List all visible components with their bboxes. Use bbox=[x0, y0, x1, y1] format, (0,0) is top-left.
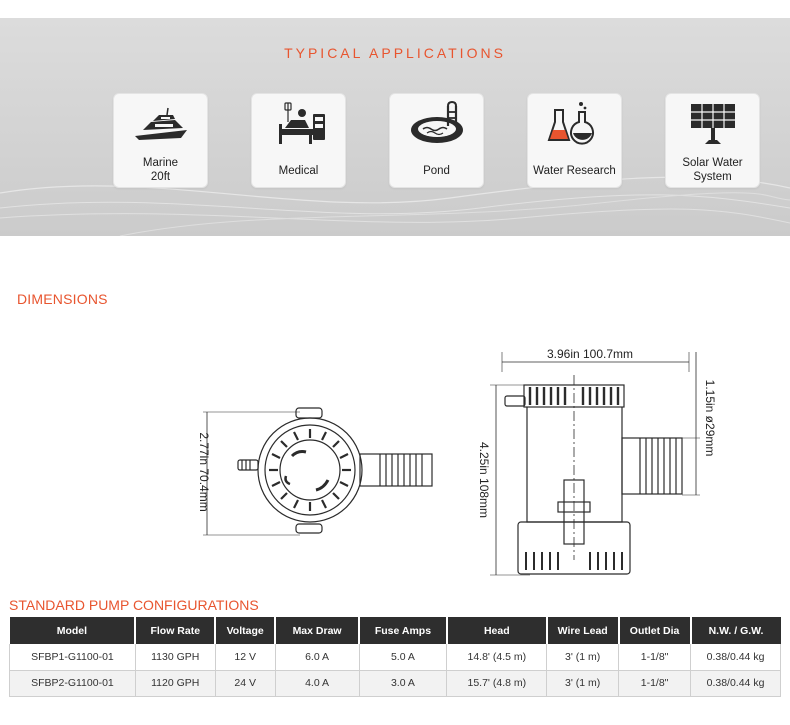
hospital-bed-icon bbox=[269, 100, 329, 150]
col-header-max-draw: Max Draw bbox=[275, 617, 359, 644]
cell-outlet-dia: 1-1/8" bbox=[619, 670, 691, 696]
table-row bbox=[10, 670, 781, 696]
col-header-outlet-dia: Outlet Dia bbox=[619, 617, 691, 644]
app-label-pond: Pond bbox=[423, 165, 450, 177]
col-header-model: Model bbox=[10, 617, 136, 644]
app-card-medical bbox=[251, 93, 346, 188]
cell-head: 15.7' (4.8 m) bbox=[447, 670, 547, 696]
pump-configurations-table bbox=[9, 617, 781, 697]
solar-panel-icon bbox=[683, 100, 743, 150]
app-label-marine: Marine 20ft bbox=[142, 157, 179, 183]
table-row bbox=[10, 644, 781, 670]
cell-weight: 0.38/0.44 kg bbox=[691, 670, 781, 696]
cell-voltage: 12 V bbox=[215, 644, 275, 670]
dimensions-title: DIMENSIONS bbox=[17, 291, 108, 307]
cell-max-draw: 6.0 A bbox=[275, 644, 359, 670]
applications-title: TYPICAL APPLICATIONS bbox=[284, 45, 506, 61]
app-card-water-research bbox=[527, 93, 622, 188]
col-header-wire-lead: Wire Lead bbox=[547, 617, 619, 644]
lab-flask-icon bbox=[545, 100, 605, 150]
yacht-icon bbox=[131, 100, 191, 150]
cell-model: SFBP2-G1100-01 bbox=[10, 670, 136, 696]
col-header-voltage: Voltage bbox=[215, 617, 275, 644]
cell-flow-rate: 1120 GPH bbox=[135, 670, 215, 696]
col-header-weight: N.W. / G.W. bbox=[691, 617, 781, 644]
cell-outlet-dia: 1-1/8" bbox=[619, 644, 691, 670]
pump-side-view bbox=[490, 352, 700, 575]
cell-wire-lead: 3' (1 m) bbox=[547, 670, 619, 696]
cell-head: 14.8' (4.5 m) bbox=[447, 644, 547, 670]
app-label-water-research: Water Research bbox=[533, 165, 616, 177]
cell-fuse-amps: 3.0 A bbox=[359, 670, 447, 696]
table-header-row bbox=[10, 617, 781, 644]
side-view-width-label: 3.96in 100.7mm bbox=[546, 347, 634, 361]
cell-max-draw: 4.0 A bbox=[275, 670, 359, 696]
cell-fuse-amps: 5.0 A bbox=[359, 644, 447, 670]
pump-dimension-drawing bbox=[0, 330, 790, 590]
col-header-head: Head bbox=[447, 617, 547, 644]
col-header-flow-rate: Flow Rate bbox=[135, 617, 215, 644]
col-header-fuse-amps: Fuse Amps bbox=[359, 617, 447, 644]
cell-weight: 0.38/0.44 kg bbox=[691, 644, 781, 670]
app-card-pond bbox=[389, 93, 484, 188]
top-view-height-label: 2.77in 70.4mm bbox=[197, 432, 211, 512]
outlet-diameter-label: 1.15in ø29mm bbox=[703, 379, 717, 457]
configurations-title: STANDARD PUMP CONFIGURATIONS bbox=[9, 597, 259, 613]
pump-top-view bbox=[203, 408, 432, 535]
cell-flow-rate: 1130 GPH bbox=[135, 644, 215, 670]
app-label-solar: Solar Water System bbox=[682, 157, 743, 183]
pond-icon bbox=[407, 100, 467, 150]
app-card-marine bbox=[113, 93, 208, 188]
applications-banner bbox=[0, 18, 790, 236]
cell-wire-lead: 3' (1 m) bbox=[547, 644, 619, 670]
app-card-solar bbox=[665, 93, 760, 188]
cell-voltage: 24 V bbox=[215, 670, 275, 696]
cell-model: SFBP1-G1100-01 bbox=[10, 644, 136, 670]
app-label-medical: Medical bbox=[278, 165, 319, 177]
side-view-height-label: 4.25in 108mm bbox=[477, 441, 491, 519]
